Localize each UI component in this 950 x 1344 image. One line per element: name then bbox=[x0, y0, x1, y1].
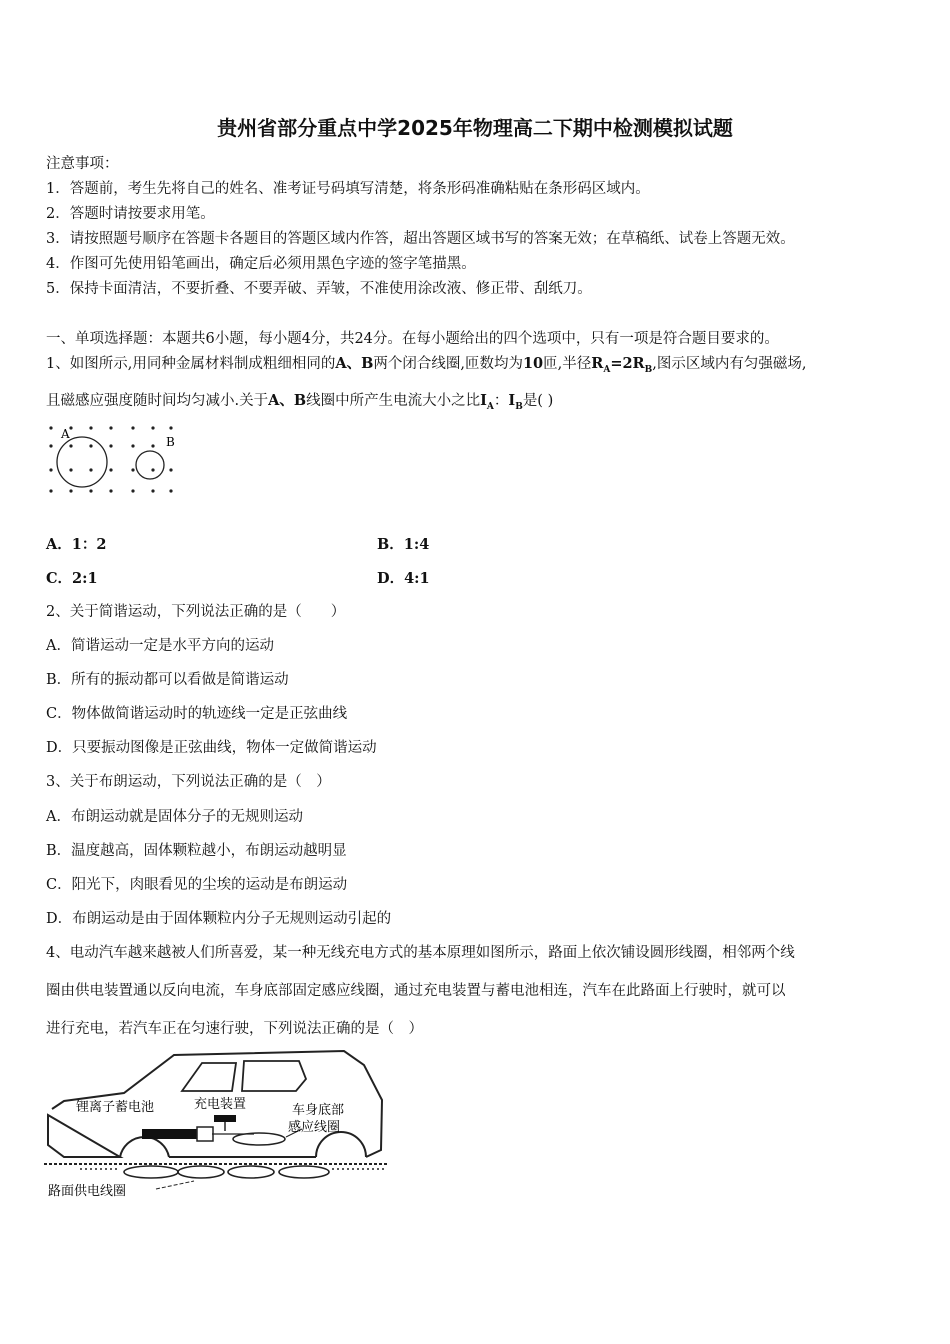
q1-option-d[interactable]: D．4:1 bbox=[377, 570, 430, 587]
body-coil bbox=[233, 1133, 285, 1145]
q2-option-c[interactable]: C．物体做简谐运动时的轨迹线一定是正弦曲线 bbox=[46, 706, 348, 722]
charger-block bbox=[214, 1115, 236, 1122]
q4-stem-line2: 圈由供电装置通以反向电流，车身底部固定感应线圈，通过充电装置与蓄电池相连，汽车在此路面上行驶时，就可以 bbox=[46, 983, 786, 999]
battery-block bbox=[142, 1129, 197, 1139]
coil-a bbox=[57, 437, 107, 487]
q4-stem-line1: 4、电动汽车越来越被人们所喜爱，某一种无线充电方式的基本原理如图所示，路面上依次铺设圆形线圈，相邻两个线 bbox=[46, 945, 795, 961]
note-item: 5．保持卡面清洁，不要折叠、不要弄破、弄皱，不准使用涂改液、修正带、刮纸刀。 bbox=[46, 281, 592, 297]
battery-label: 锂离子蓄电池 bbox=[76, 1100, 155, 1115]
road-coil bbox=[124, 1166, 178, 1178]
body-coil-label-1: 车身底部 bbox=[292, 1103, 345, 1118]
q3-option-d[interactable]: D．布朗运动是由于固体颗粒内分子无规则运动引起的 bbox=[46, 911, 392, 927]
q3-option-a[interactable]: A．布朗运动就是固体分子的无规则运动 bbox=[46, 809, 303, 825]
q2-option-a[interactable]: A．简谐运动一定是水平方向的运动 bbox=[46, 638, 274, 654]
rear-wheel-arch bbox=[316, 1132, 366, 1157]
note-item: 4．作图可先使用铅笔画出，确定后必须用黑色字迹的签字笔描黑。 bbox=[46, 256, 476, 272]
q2-option-b[interactable]: B．所有的振动都可以看做是简谐运动 bbox=[46, 672, 289, 688]
road-coil bbox=[279, 1166, 329, 1178]
page-title: 贵州省部分重点中学2025年物理高二下期中检测模拟试题 bbox=[217, 116, 733, 140]
q1-option-b[interactable]: B．1:4 bbox=[377, 536, 430, 553]
window-front bbox=[182, 1063, 236, 1091]
magnetic-field-figure bbox=[44, 420, 184, 500]
q4-stem-line3: 进行充电，若汽车正在匀速行驶，下列说法正确的是（ ） bbox=[46, 1021, 423, 1037]
q2-option-d[interactable]: D．只要振动图像是正弦曲线，物体一定做简谐运动 bbox=[46, 740, 377, 756]
q1-stem-line2: 且磁感应强度随时间均匀减小.关于A、B线圈中所产生电流大小之比$I_A$：$I_B$是( ) bbox=[46, 392, 554, 412]
section-heading: 一、单项选择题：本题共6小题，每小题4分，共24分。在每小题给出的四个选项中，只有一项是符合题目要求的。 bbox=[46, 331, 779, 347]
note-item: 3．请按照题号顺序在答题卡各题目的答题区域内作答，超出答题区域书写的答案无效；在草稿纸、试卷上答题无效。 bbox=[46, 231, 795, 247]
q1-stem-line1: 1、如图所示,用同种金属材料制成粗细相同的A、B两个闭合线圈,匝数均为10匝,半径$R_A=2R_B$,图示区域内有匀强磁场, bbox=[46, 355, 807, 375]
notes-heading: 注意事项： bbox=[46, 156, 119, 172]
coil-b-label: B bbox=[166, 435, 175, 449]
road-coil-label: 路面供电线圈 bbox=[48, 1184, 127, 1199]
wireless-charging-figure bbox=[44, 1045, 389, 1205]
body-coil-label-2: 感应线圈 bbox=[288, 1120, 341, 1135]
q2-stem: 2、关于简谐运动，下列说法正确的是（ ） bbox=[46, 604, 346, 620]
q1-option-a[interactable]: A．1：2 bbox=[46, 536, 107, 553]
note-item: 2．答题时请按要求用笔。 bbox=[46, 206, 215, 222]
window-rear bbox=[242, 1061, 306, 1091]
front-wheel-arch bbox=[120, 1137, 169, 1157]
coil-b bbox=[136, 451, 164, 479]
q3-option-b[interactable]: B．温度越高，固体颗粒越小，布朗运动越明显 bbox=[46, 843, 347, 859]
road-coil bbox=[178, 1166, 224, 1178]
q3-option-c[interactable]: C．阳光下，肉眼看见的尘埃的运动是布朗运动 bbox=[46, 877, 348, 893]
coil-a-label: A bbox=[61, 427, 70, 441]
q1-option-c[interactable]: C．2:1 bbox=[46, 570, 98, 587]
q3-stem: 3、关于布朗运动，下列说法正确的是（ ） bbox=[46, 774, 331, 790]
charger-label: 充电装置 bbox=[194, 1097, 247, 1112]
note-item: 1．答题前，考生先将自己的姓名、准考证号码填写清楚，将条形码准确粘贴在条形码区域内。 bbox=[46, 181, 650, 197]
road-coil bbox=[228, 1166, 274, 1178]
